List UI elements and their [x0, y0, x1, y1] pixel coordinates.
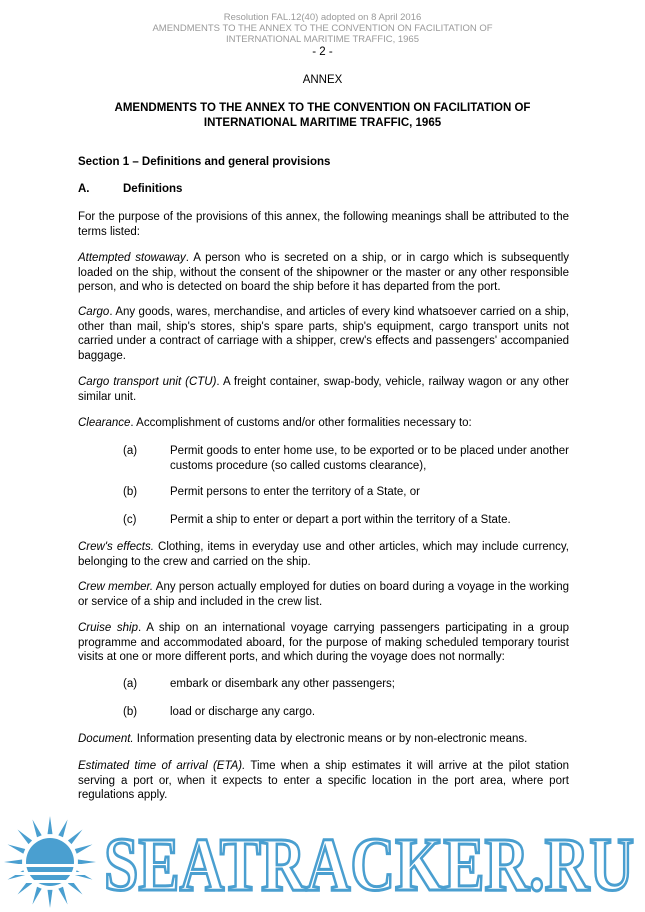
term: Clearance [78, 417, 131, 429]
sun-disc [26, 838, 74, 886]
definition-document [78, 732, 569, 747]
sun-ray [48, 890, 53, 908]
sun-ray [32, 887, 41, 905]
term: Cargo transport unit (CTU) [78, 376, 217, 388]
title-line-1: AMENDMENTS TO THE ANNEX TO THE CONVENTION ON FACILITATION OF [114, 102, 531, 114]
definition-text: . Any goods, wares, merchandise, and articles of every kind whatsoever carried on a ship, other than mail, ship's stores, ship's spare parts, ship's equipment, cargo transport units not carried under a contract of carriage with a shipper, crew's effects and passengers' accompanied baggage. [78, 306, 569, 362]
term: Document. [78, 733, 134, 745]
header-line-2: AMENDMENTS TO THE ANNEX TO THE CONVENTION ON FACILITATION OF [152, 23, 493, 34]
definition-text: . A ship on an international voyage carrying passengers participating in a group programme and accommodated aboard, for the purpose of making scheduled temporary tourist visits at one or more different ports, and which during the voyage does not normally: [78, 622, 569, 664]
section-heading: Section 1 – Definitions and general provisions [78, 156, 331, 168]
list-item-label: (a) [123, 678, 138, 690]
term: Cargo [78, 306, 110, 318]
list-item-label: (a) [123, 445, 138, 457]
seatracker-watermark [0, 812, 645, 912]
header-resolution: Resolution FAL.12(40) adopted on 8 April 2016 [223, 12, 422, 23]
definition-ctu [78, 375, 569, 404]
sun-logo-icon [2, 816, 98, 908]
list-item-text: Permit persons to enter the territory of a State, or [170, 486, 420, 498]
header-line-3: INTERNATIONAL MARITIME TRAFFIC, 1965 [225, 34, 420, 45]
list-item-label: (b) [123, 486, 138, 498]
definition-text: Any person actually employed for duties on board during a voyage in the working or service of a ship and included in the crew list. [78, 581, 569, 608]
wave-line [2, 864, 98, 867]
wave-line [2, 880, 98, 883]
term: Estimated time of arrival (ETA). [78, 760, 246, 772]
title-line-2: INTERNATIONAL MARITIME TRAFFIC, 1965 [203, 117, 442, 129]
term: Crew member. [78, 581, 154, 593]
list-item-text: Permit a ship to enter or depart a port within the territory of a State. [170, 514, 511, 526]
term: Cruise ship [78, 622, 138, 634]
definition-text: . A freight container, swap-body, vehicle, railway wagon or any other similar unit. [78, 376, 570, 403]
definition-attempted-stowaway [78, 251, 569, 295]
sun-ray [75, 844, 93, 853]
sun-ray [8, 844, 26, 853]
sun-ray [78, 860, 96, 865]
list-item-label: (c) [123, 514, 137, 526]
definition-text: . Accomplishment of customs and/or other formalities necessary to: [130, 417, 472, 429]
definition-cruise-ship [78, 621, 569, 665]
subsection-letter: A. [78, 183, 90, 195]
definition-text: . A person who is secreted on a ship, or in cargo which is subsequently loaded on the ship, without the consent of the shipowner or the master or any other responsible person, and who is detected on board the ship before it has departed from the port. [78, 252, 569, 294]
definition-cargo [78, 305, 569, 363]
sun-ray [68, 830, 83, 845]
sun-ray [32, 820, 41, 838]
list-item-label: (b) [123, 706, 138, 718]
definition-crew-member [78, 580, 569, 609]
definition-text: Time when a ship estimates it will arrive at the pilot station serving a port or, when it expects to enter a specific location in the port area, where port regulations apply. [78, 760, 569, 802]
intro-paragraph: For the purpose of the provisions of this annex, the following meanings shall be attributed to the terms listed: [78, 211, 569, 238]
subsection-title: Definitions [123, 183, 183, 195]
sun-ray [58, 887, 67, 905]
annex-heading: ANNEX [302, 74, 343, 86]
document-title [0, 101, 645, 131]
list-item-text: embark or disembark any other passengers; [170, 678, 395, 690]
sun-ray [18, 830, 33, 845]
sun-ray [58, 820, 67, 838]
sun-ray [4, 860, 22, 865]
term: Crew's effects. [78, 541, 154, 553]
watermark-text: SEATRACKER.RU [104, 823, 634, 907]
wave-line [2, 872, 98, 875]
list-item-text: Permit goods to enter home use, to be exported or to be placed under another customs procedure (so called customs clearance), [170, 445, 569, 472]
definition-text: Information presenting data by electronic means or by non-electronic means. [133, 733, 528, 745]
list-item-text: load or discharge any cargo. [170, 706, 316, 718]
definition-clearance [78, 416, 569, 431]
definition-eta [78, 759, 569, 803]
term: Attempted stowaway [78, 252, 186, 264]
definition-crews-effects [78, 540, 569, 569]
page-number: - 2 - [312, 46, 333, 58]
definition-text: Clothing, items in everyday use and other articles, which may include currency, belonging to the crew and carried on the ship. [78, 541, 569, 568]
sun-ray [48, 816, 53, 834]
